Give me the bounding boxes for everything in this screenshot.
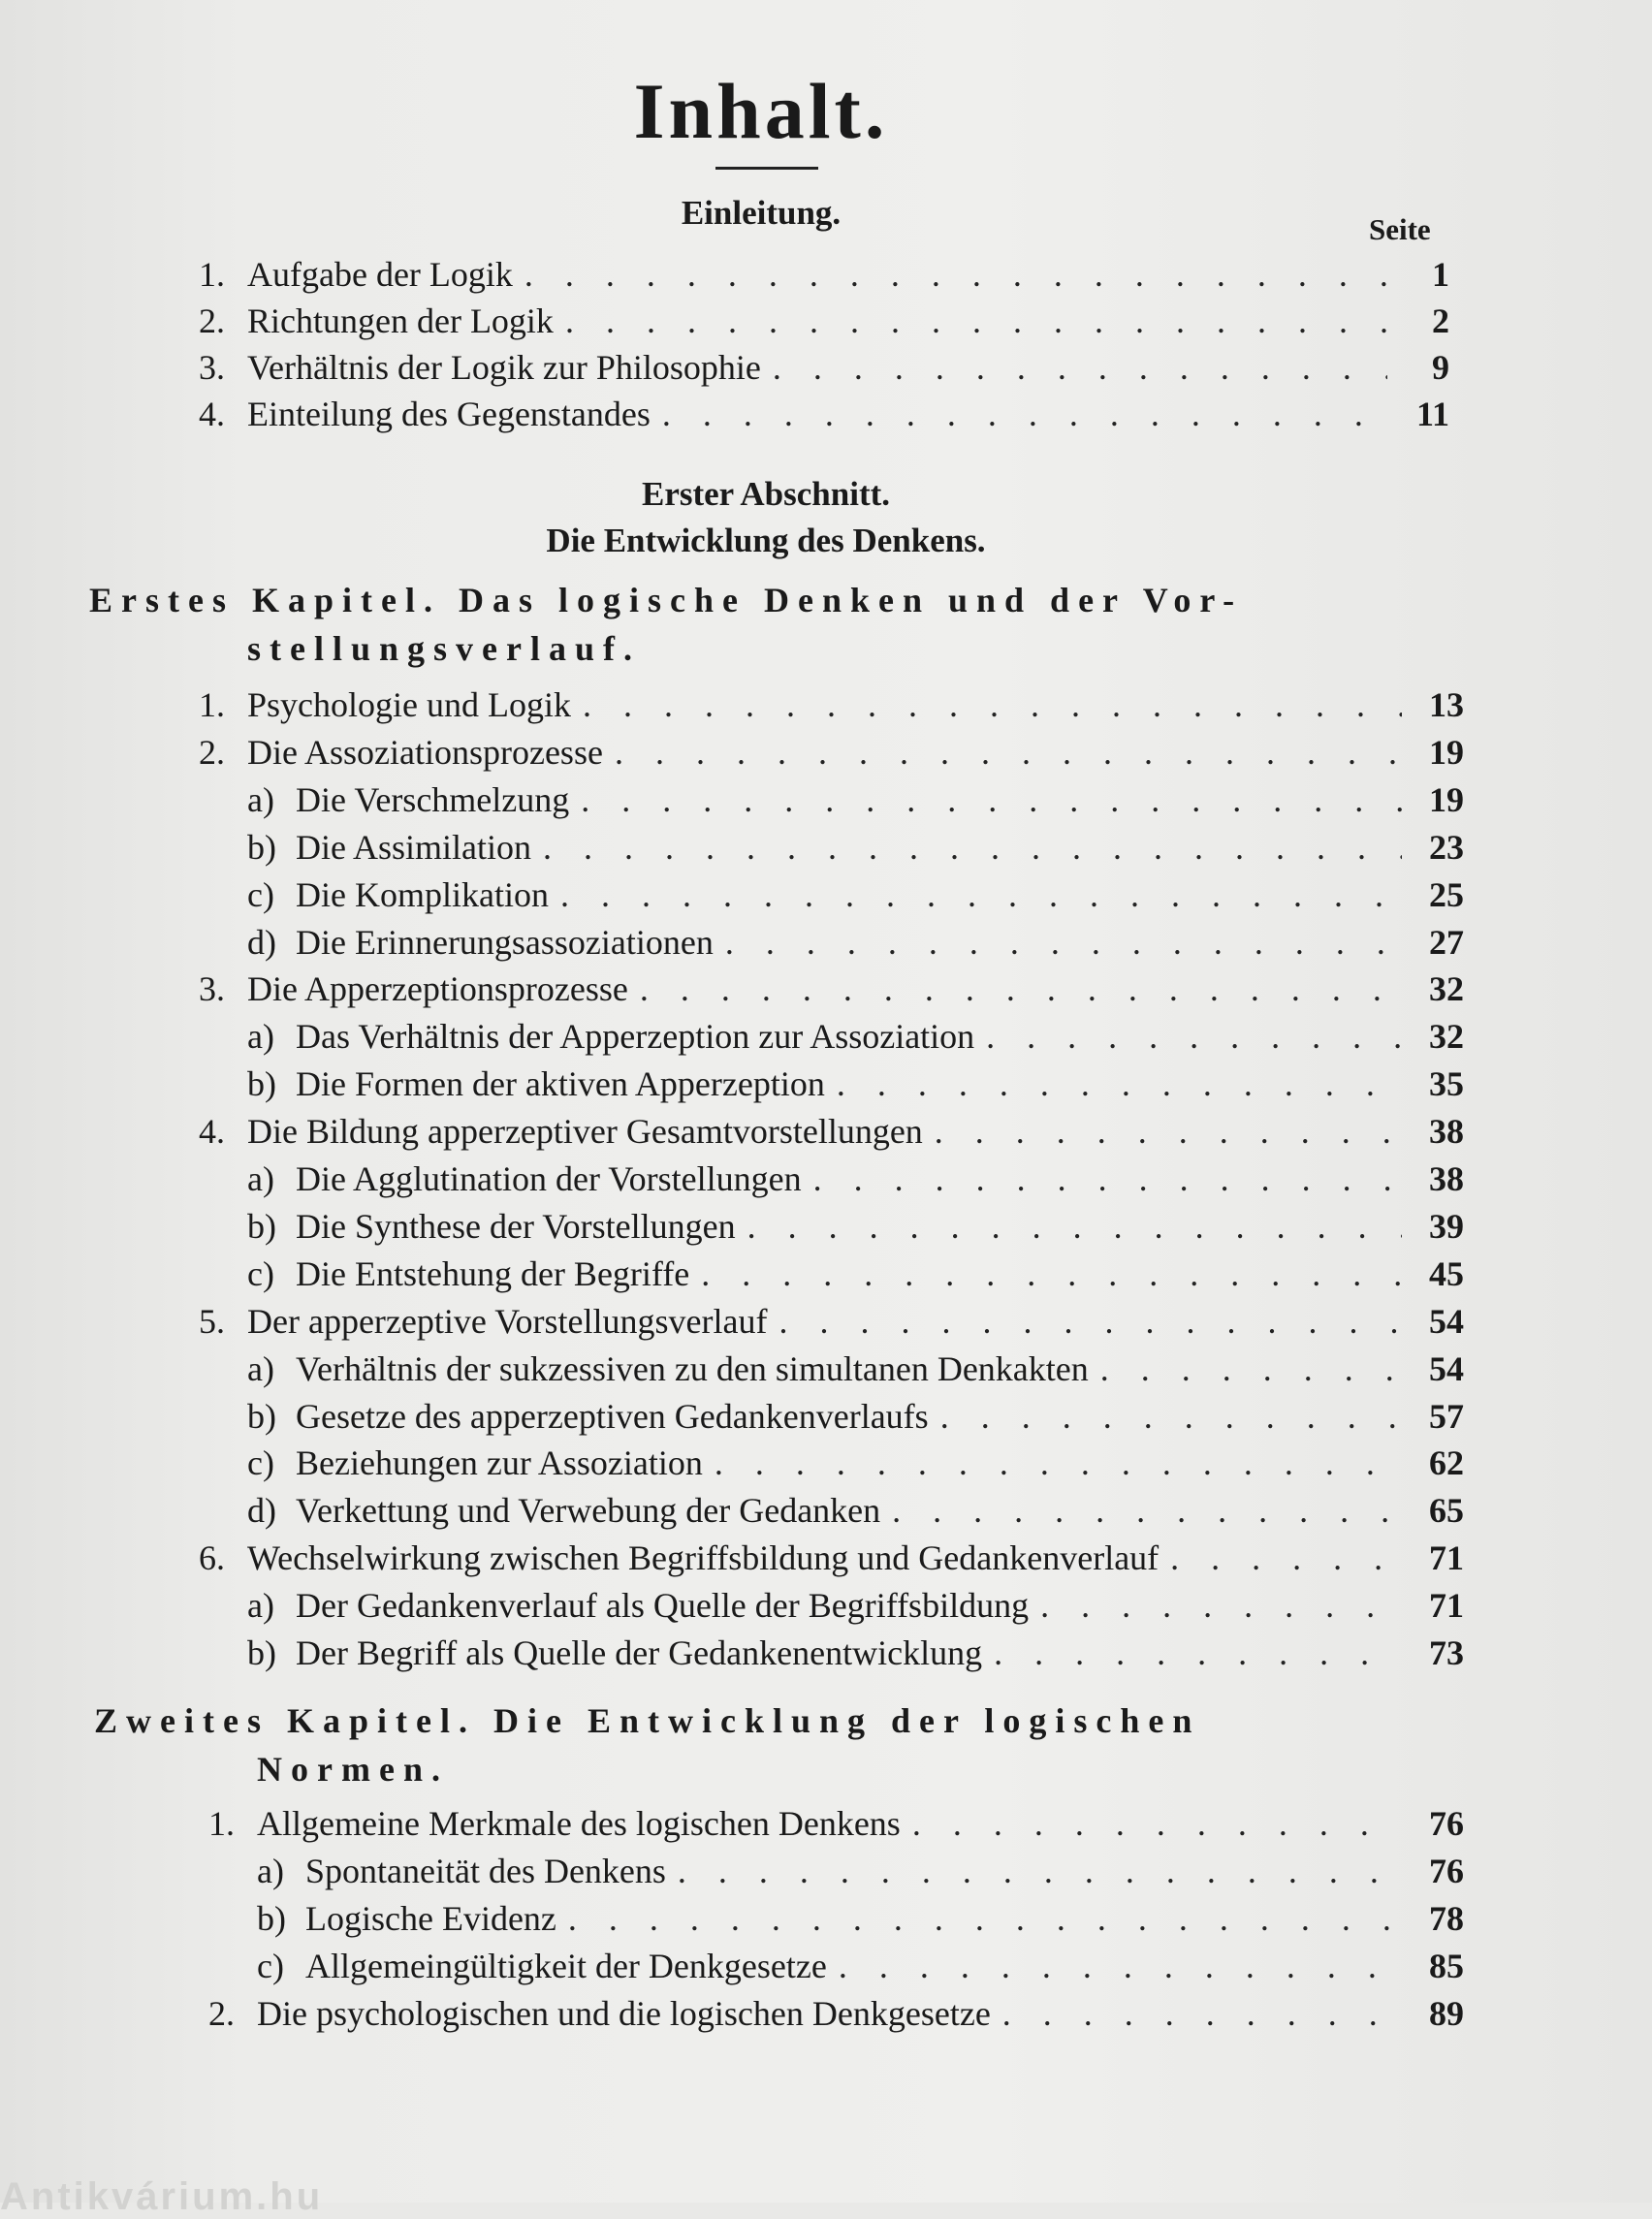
entry-title: Der apperzeptive Vorstellungsverlauf <box>247 1301 768 1341</box>
entry-page: 45 <box>1429 1253 1464 1293</box>
entry-title: Aufgabe der Logik <box>247 255 513 294</box>
toc-entry <box>208 1993 1464 2038</box>
toc-entry <box>247 1063 1464 1108</box>
leader-dots <box>1159 1537 1402 1578</box>
leader-dots <box>554 301 1387 341</box>
toc-entry <box>247 1016 1464 1061</box>
leader-dots <box>825 1063 1402 1104</box>
entry-page: 57 <box>1429 1396 1464 1436</box>
leader-dots <box>761 347 1387 388</box>
toc-entry <box>247 1442 1464 1487</box>
entry-page: 32 <box>1429 969 1464 1009</box>
entry-page: 35 <box>1429 1064 1464 1104</box>
entry-title: Der Gedankenverlauf als Quelle der Begriffsbildung <box>296 1586 1030 1626</box>
leader-dots <box>991 1993 1402 2034</box>
entry-number: 3. <box>199 348 225 387</box>
entry-page: 73 <box>1429 1633 1464 1672</box>
entry-number: 4. <box>199 1112 225 1152</box>
entry-title: Die Assimilation <box>296 827 531 867</box>
entry-page: 27 <box>1429 922 1464 962</box>
toc-entry <box>199 732 1464 777</box>
entry-number: 6. <box>199 1538 225 1578</box>
toc-entry <box>247 1585 1464 1630</box>
entry-title: Richtungen der Logik <box>247 301 554 340</box>
leader-dots <box>767 1301 1402 1342</box>
entry-number: 1. <box>199 255 225 294</box>
leader-dots <box>703 1442 1402 1483</box>
leader-dots <box>531 827 1402 868</box>
entry-title: Die Erinnerungsassoziationen <box>296 922 714 962</box>
toc-entry <box>247 1158 1464 1203</box>
toc-entry <box>199 301 1449 345</box>
entry-title: Allgemeingültigkeit der Denkgesetze <box>305 1946 827 1985</box>
section-title: Die Entwicklung des Denkens. <box>546 522 986 559</box>
entry-page: 38 <box>1429 1159 1464 1198</box>
leader-dots <box>549 874 1402 915</box>
chapter-2-heading-cont: Normen. <box>257 1750 449 1789</box>
entry-page: 19 <box>1429 732 1464 772</box>
entry-page: 78 <box>1429 1898 1464 1938</box>
entry-number: b) <box>257 1898 286 1938</box>
leader-dots <box>556 1898 1402 1939</box>
entry-title: Die Entstehung der Begriffe <box>296 1253 690 1293</box>
entry-number: d) <box>247 1491 276 1531</box>
entry-number: c) <box>247 1443 274 1483</box>
entry-title: Wechselwirkung zwischen Begriffsbildung und Gedankenverlauf <box>247 1538 1160 1578</box>
entry-page: 89 <box>1429 1993 1464 2033</box>
entry-page: 76 <box>1429 1804 1464 1843</box>
leader-dots <box>666 1851 1402 1891</box>
toc-entry <box>247 779 1464 824</box>
entry-page: 39 <box>1429 1206 1464 1246</box>
seite-label: Seite <box>1369 212 1431 246</box>
section-label: Erster Abschnitt. <box>641 475 891 513</box>
chapter-1-heading-cont: stellungsverlauf. <box>247 629 642 668</box>
entry-number: 2. <box>208 1993 235 2033</box>
leader-dots <box>1089 1348 1402 1389</box>
entry-page: 11 <box>1415 395 1449 433</box>
entry-number: c) <box>257 1946 284 1985</box>
entry-number: c) <box>247 1253 274 1293</box>
entry-page: 71 <box>1429 1538 1464 1578</box>
leader-dots <box>569 779 1402 820</box>
toc-entry <box>257 1946 1464 1990</box>
entry-title: Die psychologischen und die logischen Denkgesetze <box>257 1993 991 2033</box>
toc-entry <box>199 684 1464 729</box>
entry-title: Spontaneität des Denkens <box>305 1851 666 1890</box>
leader-dots <box>1029 1585 1402 1626</box>
page-title: Inhalt. <box>633 67 889 155</box>
toc-entry <box>199 254 1449 299</box>
leader-dots <box>982 1633 1402 1673</box>
toc-entry <box>247 1206 1464 1251</box>
entry-page: 62 <box>1429 1443 1464 1483</box>
leader-dots <box>802 1158 1402 1199</box>
einleitung-heading: Einleitung. <box>681 194 842 232</box>
toc-entry <box>199 1537 1464 1582</box>
toc-entry <box>199 1301 1464 1346</box>
entry-page: 65 <box>1429 1491 1464 1531</box>
entry-number: a) <box>247 1586 274 1626</box>
entry-page: 13 <box>1429 685 1464 724</box>
entry-title: Logische Evidenz <box>305 1898 556 1938</box>
entry-number: a) <box>247 1159 274 1198</box>
watermark: Antikvárium.hu <box>0 2175 324 2218</box>
entry-number: 5. <box>199 1301 225 1341</box>
leader-dots <box>901 1803 1402 1844</box>
entry-title: Einteilung des Gegenstandes <box>247 395 651 433</box>
leader-dots <box>827 1946 1402 1986</box>
toc-entry <box>247 1348 1464 1393</box>
entry-title: Die Formen der aktiven Apperzeption <box>296 1064 825 1104</box>
entry-page: 23 <box>1429 827 1464 867</box>
leader-dots <box>736 1206 1402 1247</box>
entry-number: 3. <box>199 969 225 1009</box>
entry-number: b) <box>247 827 276 867</box>
chapter-1-heading: Erstes Kapitel. Das logische Denken und der Vor- <box>89 581 1244 619</box>
entry-title: Die Apperzeptionsprozesse <box>247 969 628 1009</box>
toc-entry <box>257 1898 1464 1943</box>
title-rule <box>715 167 818 170</box>
entry-page: 38 <box>1429 1112 1464 1152</box>
leader-dots <box>651 394 1387 434</box>
leader-dots <box>603 732 1402 773</box>
entry-number: 1. <box>199 685 225 724</box>
toc-entry <box>208 1803 1464 1848</box>
leader-dots <box>929 1396 1402 1437</box>
entry-number: 1. <box>208 1804 235 1843</box>
entry-title: Die Verschmelzung <box>296 779 570 819</box>
entry-title: Die Bildung apperzeptiver Gesamtvorstellungen <box>247 1112 923 1152</box>
entry-title: Beziehungen zur Assoziation <box>296 1443 703 1483</box>
toc-entry <box>199 1111 1464 1156</box>
entry-number: c) <box>247 874 274 914</box>
toc-entry <box>199 347 1449 392</box>
leader-dots <box>513 254 1387 295</box>
entry-page: 54 <box>1429 1301 1464 1341</box>
toc-entry <box>247 827 1464 872</box>
entry-number: b) <box>247 1206 276 1246</box>
entry-page: 9 <box>1432 348 1449 387</box>
entry-title: Die Agglutination der Vorstellungen <box>296 1159 802 1198</box>
entry-page: 71 <box>1429 1586 1464 1626</box>
entry-number: b) <box>247 1633 276 1672</box>
leader-dots <box>689 1253 1402 1294</box>
toc-entry <box>199 968 1464 1013</box>
entry-number: 2. <box>199 732 225 772</box>
toc-entry <box>247 922 1464 967</box>
entry-number: a) <box>247 1017 274 1057</box>
entry-title: Die Synthese der Vorstellungen <box>296 1206 736 1246</box>
entry-number: d) <box>247 922 276 962</box>
entry-title: Die Assoziationsprozesse <box>247 732 603 772</box>
entry-page: 1 <box>1432 255 1449 294</box>
entry-title: Allgemeine Merkmale des logischen Denkens <box>257 1804 901 1843</box>
entry-number: 4. <box>199 395 225 433</box>
toc-entry <box>247 874 1464 919</box>
leader-dots <box>974 1016 1402 1057</box>
toc-entry <box>247 1633 1464 1677</box>
toc-entry <box>257 1851 1464 1895</box>
chapter-2-heading: Zweites Kapitel. Die Entwicklung der logischen <box>94 1701 1201 1740</box>
toc-entry <box>247 1253 1464 1298</box>
toc-entry <box>199 394 1449 438</box>
entry-page: 32 <box>1429 1017 1464 1057</box>
entry-number: b) <box>247 1396 276 1436</box>
entry-title: Verhältnis der sukzessiven zu den simultanen Denkakten <box>296 1348 1089 1388</box>
leader-dots <box>571 684 1402 725</box>
entry-number: a) <box>257 1851 284 1890</box>
toc-entry <box>247 1396 1464 1441</box>
entry-title: Verkettung und Verwebung der Gedanken <box>296 1491 881 1531</box>
leader-dots <box>714 922 1402 963</box>
entry-title: Gesetze des apperzeptiven Gedankenverlaufs <box>296 1396 929 1436</box>
entry-number: a) <box>247 779 274 819</box>
entry-page: 25 <box>1429 874 1464 914</box>
entry-page: 19 <box>1429 779 1464 819</box>
entry-page: 85 <box>1429 1946 1464 1985</box>
leader-dots <box>880 1490 1402 1531</box>
entry-title: Der Begriff als Quelle der Gedankenentwicklung <box>296 1633 983 1672</box>
entry-number: 2. <box>199 301 225 340</box>
entry-number: b) <box>247 1064 276 1104</box>
entry-title: Psychologie und Logik <box>247 685 571 724</box>
toc-entry <box>247 1490 1464 1535</box>
leader-dots <box>628 968 1402 1009</box>
entry-page: 2 <box>1432 301 1449 340</box>
entry-title: Die Komplikation <box>296 874 549 914</box>
leader-dots <box>923 1111 1402 1152</box>
entry-title: Verhältnis der Logik zur Philosophie <box>247 348 761 387</box>
entry-page: 76 <box>1429 1851 1464 1890</box>
entry-page: 54 <box>1429 1348 1464 1388</box>
entry-number: a) <box>247 1348 274 1388</box>
entry-title: Das Verhältnis der Apperzeption zur Assoziation <box>296 1017 975 1057</box>
